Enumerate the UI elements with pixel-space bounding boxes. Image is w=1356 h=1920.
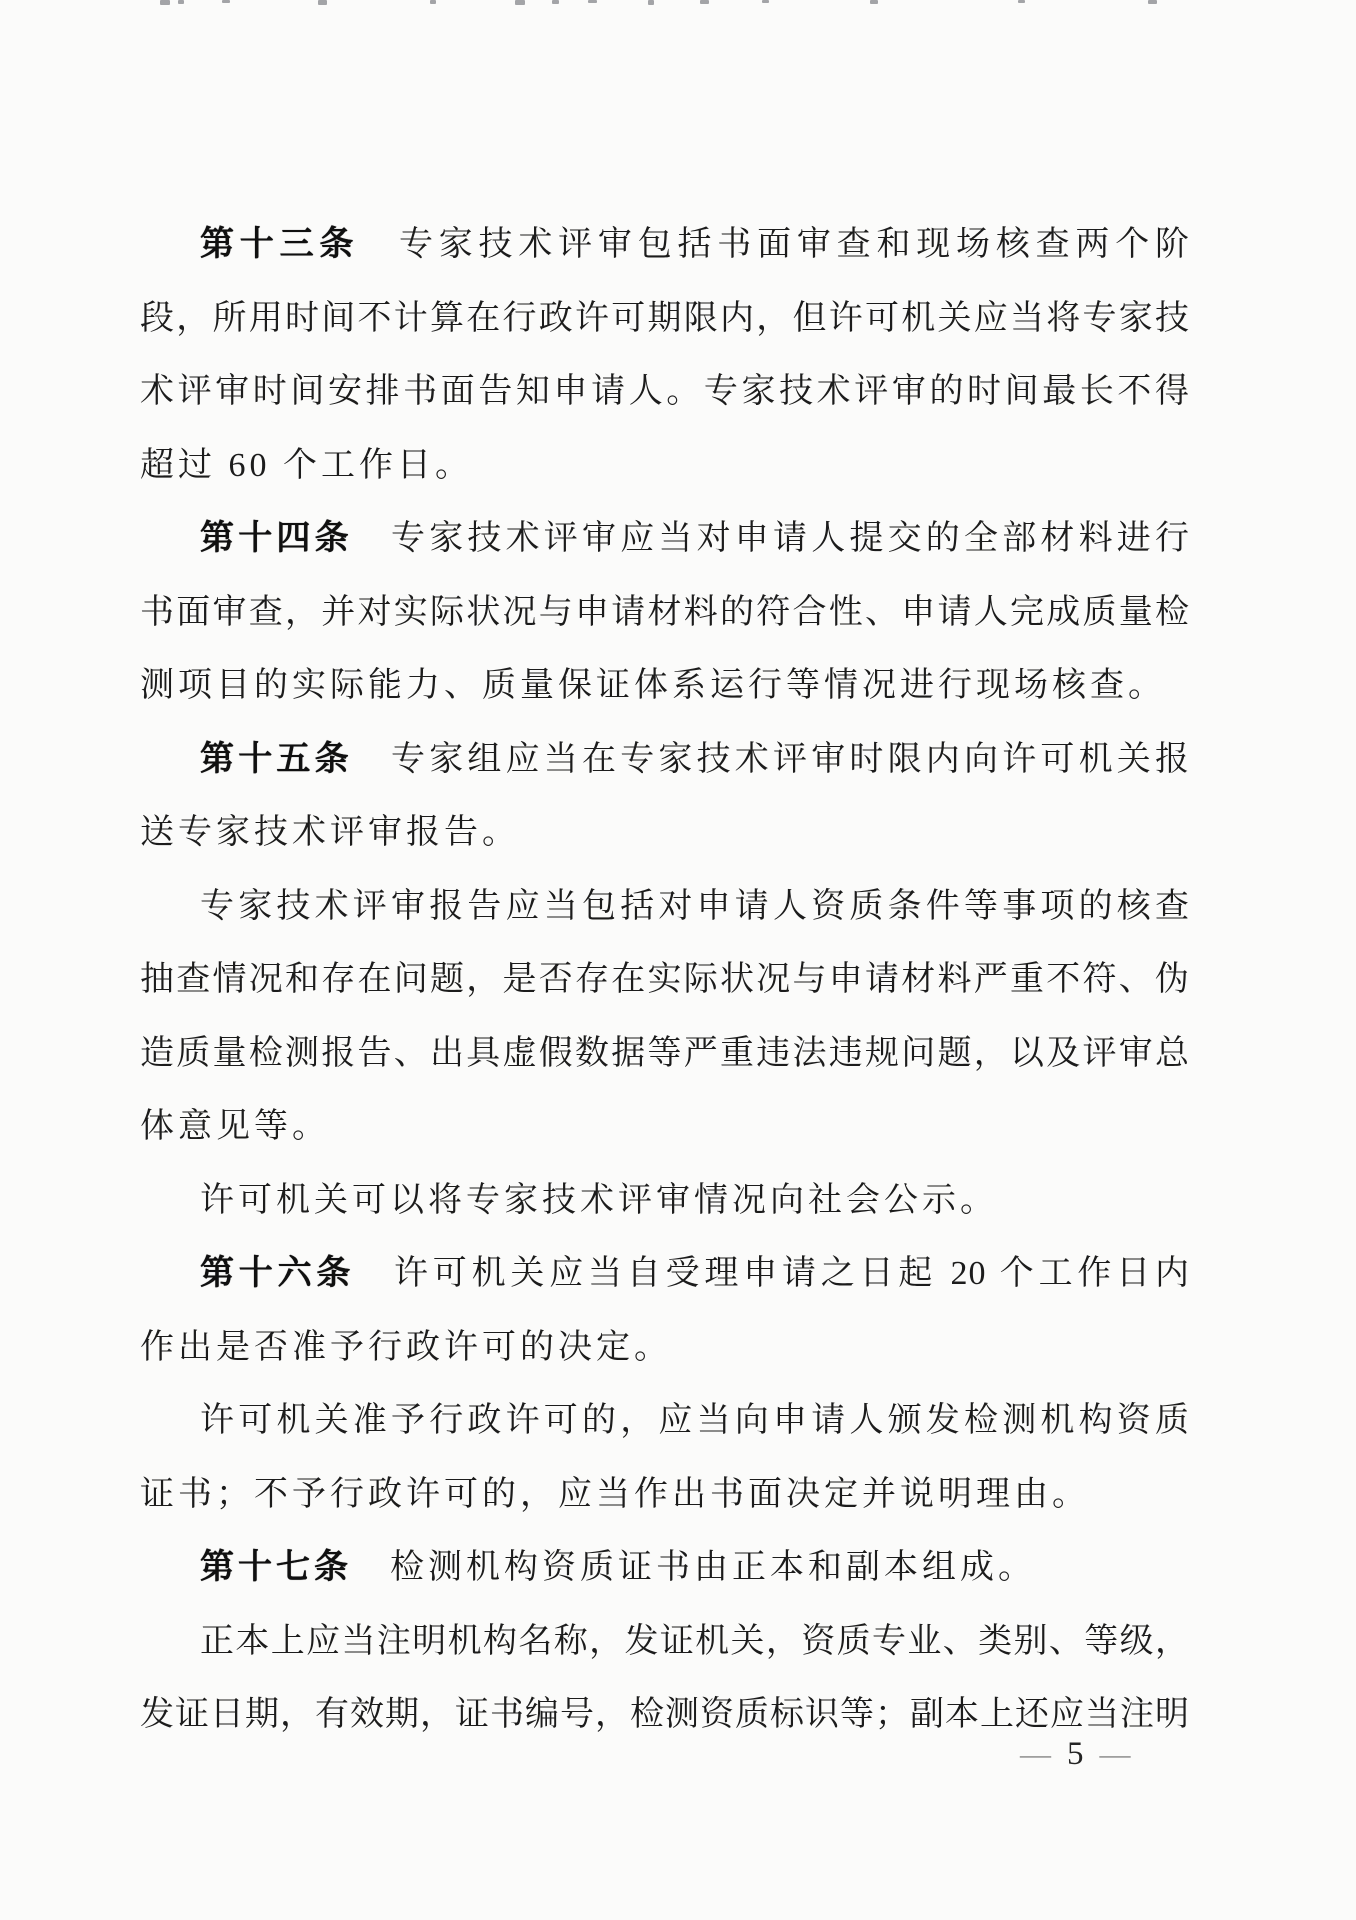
document-body (140, 208, 1190, 1752)
scan-artifact (1148, 0, 1157, 4)
text-line (140, 1458, 1190, 1532)
text-line (140, 1090, 1190, 1164)
body-text: 专家技术评审报告应当包括对申请人资质条件等事项的核查 (200, 887, 1190, 925)
scan-artifact (178, 0, 184, 4)
text-line (140, 1237, 1190, 1311)
body-text: 书面审查，并对实际状况与申请材料的符合性、申请人完成质量检 (140, 593, 1190, 631)
body-text: 段，所用时间不计算在行政许可期限内，但许可机关应当将专家技 (140, 299, 1190, 337)
scan-artifact (648, 0, 654, 5)
text-line (140, 1311, 1190, 1385)
page-number-value: 5 (1067, 1736, 1084, 1772)
text-line (140, 723, 1190, 797)
body-text: 作出是否准予行政许可的决定。 (140, 1328, 672, 1366)
text-line (140, 870, 1190, 944)
body-text: 造质量检测报告、出具虚假数据等严重违法违规问题，以及评审总 (140, 1034, 1190, 1072)
text-line (140, 1384, 1190, 1458)
text-line (140, 1605, 1190, 1679)
article-number: 第十七条 (200, 1548, 352, 1586)
text-line (140, 1164, 1190, 1238)
scan-artifact (318, 0, 327, 5)
scan-artifact (870, 0, 878, 4)
body-text: 超过 60 个工作日。 (140, 446, 473, 484)
body-text: 正本上应当注明机构名称，发证机关，资质专业、类别、等级， (200, 1622, 1190, 1660)
body-text: 许可机关准予行政许可的，应当向申请人颁发检测机构资质 (200, 1402, 1190, 1439)
scan-artifact (762, 0, 769, 3)
body-text: 体意见等。 (140, 1108, 330, 1145)
text-line (140, 576, 1190, 650)
body-text: 专家技术评审包括书面审查和现场核查两个阶 (359, 226, 1191, 263)
body-text: 测项目的实际能力、质量保证体系运行等情况进行现场核查。 (140, 667, 1166, 704)
body-text: 专家组应当在专家技术评审时限内向许可机关报 (352, 740, 1191, 778)
text-line (140, 649, 1190, 723)
body-text: 术评审时间安排书面告知申请人。专家技术评审的时间最长不得 (140, 373, 1190, 410)
text-line (140, 796, 1190, 870)
text-line (140, 208, 1190, 282)
scan-artifact (1018, 0, 1025, 3)
article-number: 第十五条 (200, 739, 353, 778)
page-number (1020, 1736, 1190, 1773)
page-number-dash-right: — (1099, 1741, 1131, 1768)
body-text: 许可机关应当自受理申请之日起 20 个工作日内 (355, 1255, 1191, 1292)
scan-artifact (430, 0, 436, 4)
article-number: 第十三条 (200, 225, 360, 263)
article-number: 第十四条 (200, 519, 353, 557)
text-line (140, 429, 1190, 503)
scan-artifact (222, 0, 230, 3)
scan-artifact (552, 0, 559, 4)
text-line (140, 355, 1190, 429)
body-text: 许可机关可以将专家技术评审情况向社会公示。 (200, 1181, 998, 1219)
scan-artifact (515, 0, 525, 5)
scan-artifact (700, 0, 709, 4)
scan-artifact (588, 0, 597, 3)
body-text: 发证日期，有效期，证书编号，检测资质标识等；副本上还应当注明 (140, 1696, 1190, 1733)
text-line (140, 282, 1190, 356)
scan-artifact (160, 0, 170, 5)
text-line (140, 943, 1190, 1017)
body-text: 证书；不予行政许可的，应当作出书面决定并说明理由。 (140, 1475, 1090, 1513)
text-line (140, 1531, 1190, 1605)
text-line (140, 1017, 1190, 1091)
body-text: 专家技术评审应当对申请人提交的全部材料进行 (352, 520, 1191, 557)
text-line (140, 502, 1190, 576)
body-text: 送专家技术评审报告。 (140, 814, 520, 851)
body-text: 检测机构资质证书由正本和副本组成。 (352, 1549, 1036, 1586)
page-number-dash-left: — (1020, 1741, 1051, 1768)
body-text: 抽查情况和存在问题，是否存在实际状况与申请材料严重不符、伪 (140, 961, 1190, 998)
article-number: 第十六条 (200, 1254, 356, 1292)
